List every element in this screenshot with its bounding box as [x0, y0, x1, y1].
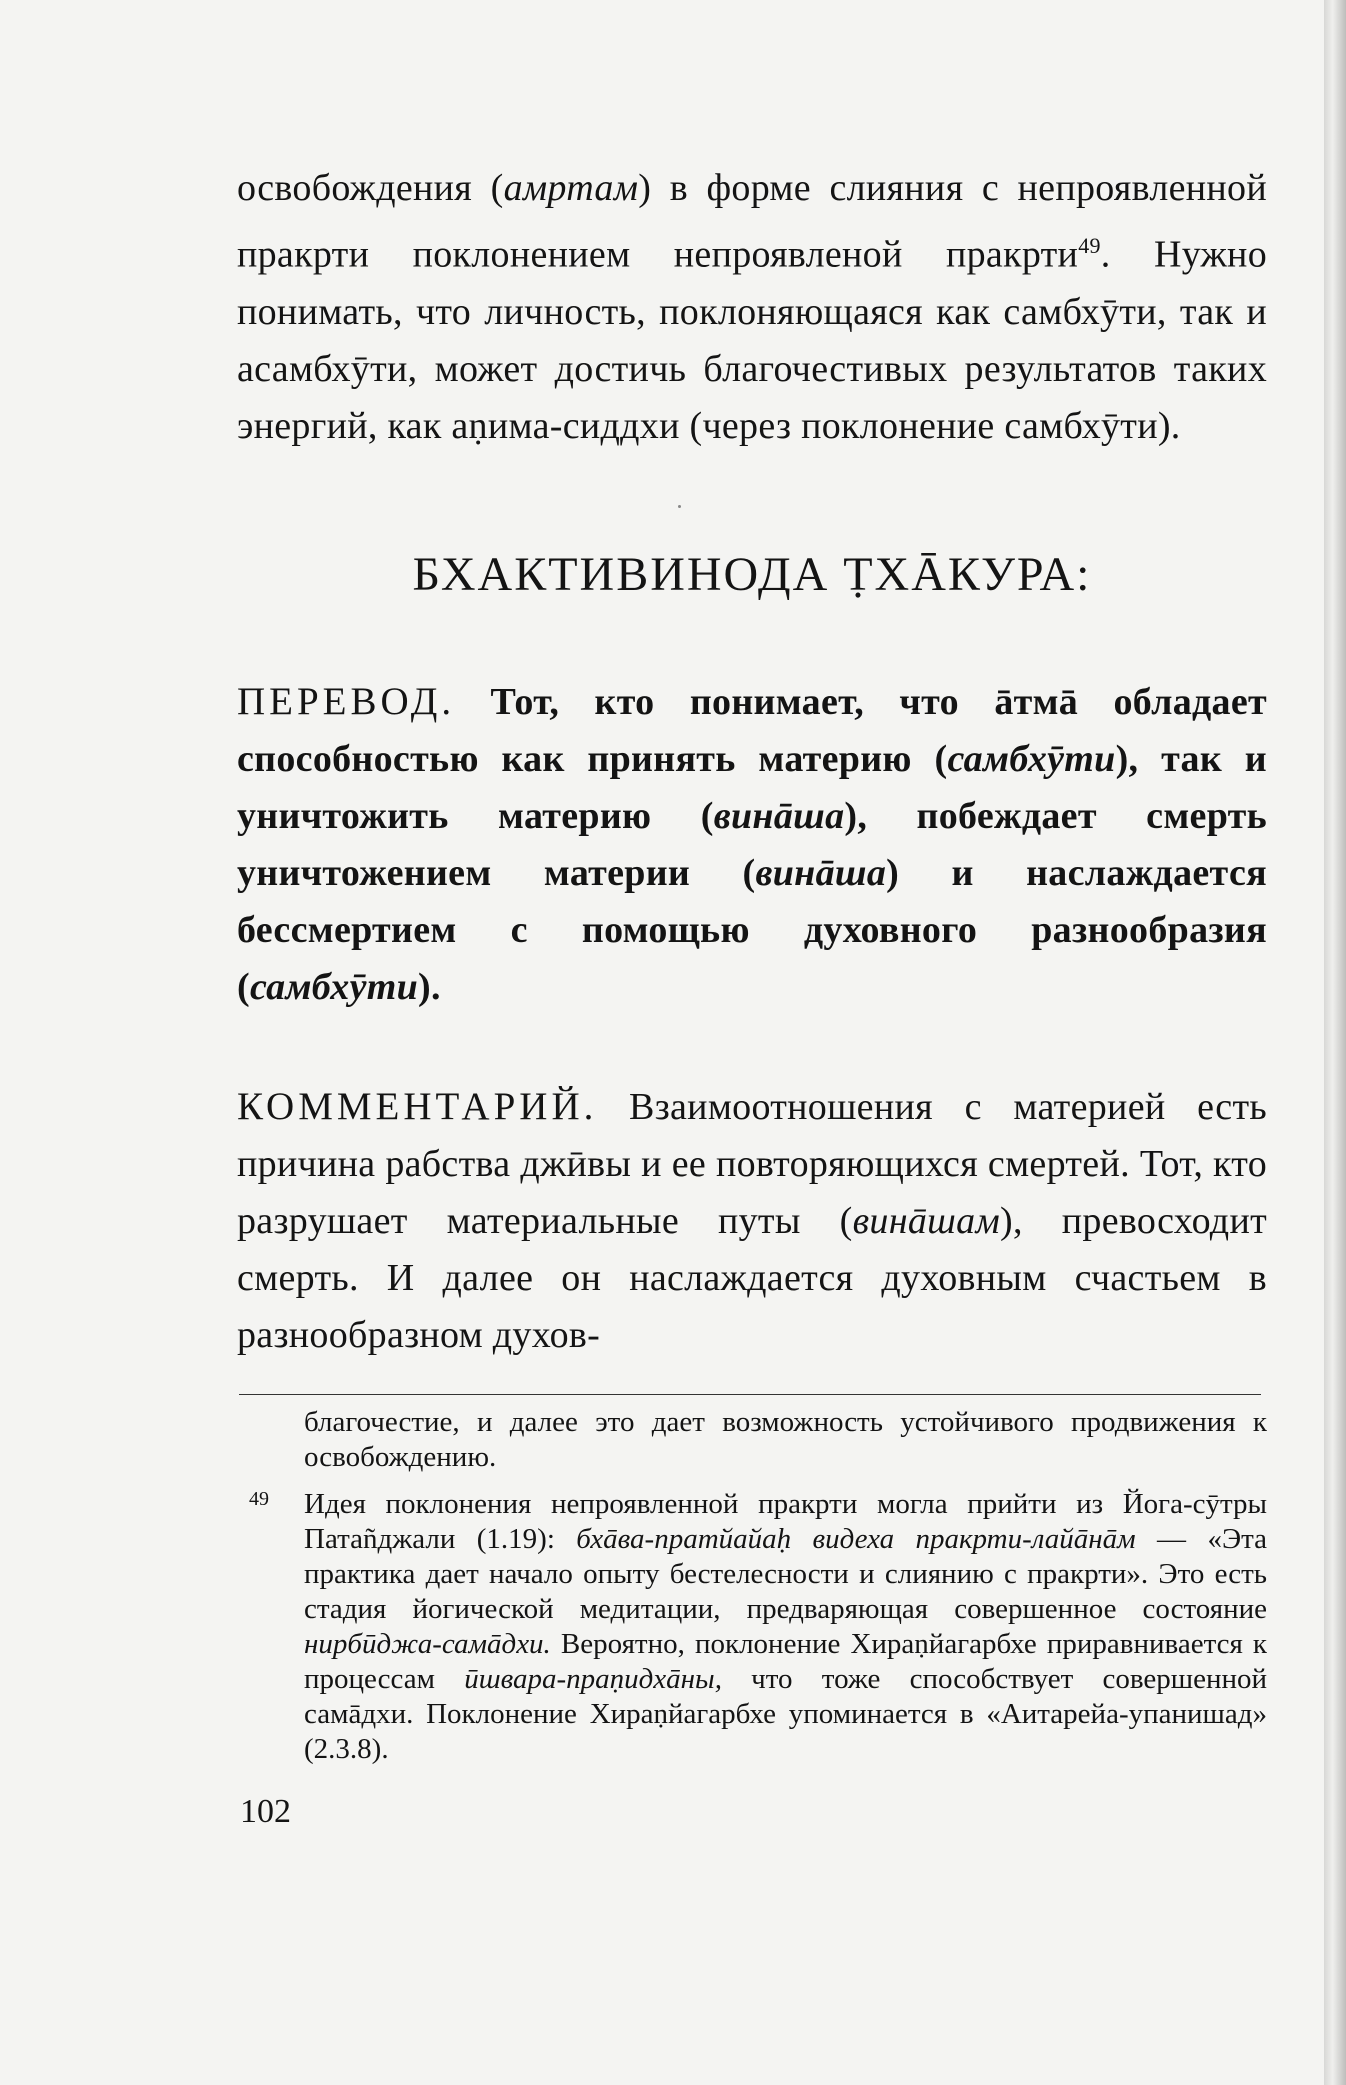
text-run: Идея поклонения непроявленной пракрти могла прийти из Йога-сӯтры Патаñджали (1.19): — [304, 1487, 1267, 1555]
footnote-ref[interactable]: 49 — [1078, 233, 1101, 258]
text-run: ) в форме слияния с непроявленной пракрти поклонением непроявленой пракрти — [237, 167, 1267, 276]
italic-term: амртам — [503, 167, 639, 209]
text-run: . Нужно понимать, что личность, поклоняющаяся как самбхӯти, так и асамбхӯти, может достичь благочестивых результатов таких энергий, как аṇима-сиддхи (через поклонение самбхӯти). — [237, 233, 1267, 447]
text-run: Взаимоотношения с материей есть причина рабства джӣвы и ее повторяющихся смертей. Тот, кто разрушает материальные путы ( — [237, 1085, 1267, 1242]
section-heading: БХАКТИВИНОДА ṬХĀКУРА: — [412, 547, 1092, 601]
footnote-divider — [239, 1394, 1261, 1395]
page-edge — [1324, 0, 1346, 2085]
text-run: ) и наслаждается бессмертием с помощью духовного разнообразия ( — [237, 851, 1267, 1008]
commentary-label: КОММЕНТАРИЙ. — [237, 1084, 598, 1128]
italic-term: ӣшвара-праṇидхāны, — [464, 1662, 722, 1695]
text-run: что тоже способствует совершенной самāдхи. Поклонение Хираṇйагарбхе упоминается в «Аитарейа-упанишад» (2.3.8). — [304, 1662, 1267, 1765]
italic-term: самбхӯти — [249, 965, 419, 1008]
footnotes — [237, 1405, 1267, 1767]
commentary-paragraph — [237, 1078, 1267, 1364]
footnote-continuation: благочестие, и далее это дает возможность устойчивого продвижения к освобождению. — [304, 1405, 1267, 1473]
page-content — [237, 160, 1267, 1767]
italic-term: бхāва-пратйайаḥ видеха пракрти-лайāнāм — [576, 1522, 1136, 1555]
italic-term: винāшам — [852, 1199, 1000, 1242]
italic-term: винāша — [713, 794, 845, 837]
text-run: ), превосходит смерть. И далее он наслаждается духовным счастьем в разнообразном духов- — [237, 1199, 1267, 1356]
intro-paragraph — [237, 160, 1267, 455]
italic-term: нирбӣджа-самāдхи. — [304, 1627, 551, 1660]
translation-label: ПЕРЕВОД. — [237, 679, 456, 723]
footnote-mark: 49 — [249, 1487, 269, 1510]
text-run: ). — [418, 965, 441, 1008]
italic-term: винāша — [755, 851, 887, 894]
text-run: ), так и уничтожить материю ( — [237, 737, 1267, 837]
text-run: Тот, кто понимает, что āтмā обладает способностью как принять материю ( — [237, 680, 1267, 780]
text-run: Вероятно, поклонение Хираṇйагарбхе приравнивается к процессам — [304, 1627, 1267, 1695]
translation-paragraph — [237, 673, 1267, 1016]
italic-term: самбхӯти — [947, 737, 1116, 780]
page-number: 102 — [240, 1793, 291, 1830]
footnote-49 — [237, 1487, 1267, 1767]
text-run: ), побеждает смерть уничтожением материи ( — [237, 794, 1267, 894]
text-run: освобождения ( — [237, 167, 504, 209]
text-run: — «Эта практика дает начало опыту бестелесности и слиянию с пракрти». Это есть стадия йогической медитации, предваряющая совершенное состояние — [304, 1522, 1267, 1625]
